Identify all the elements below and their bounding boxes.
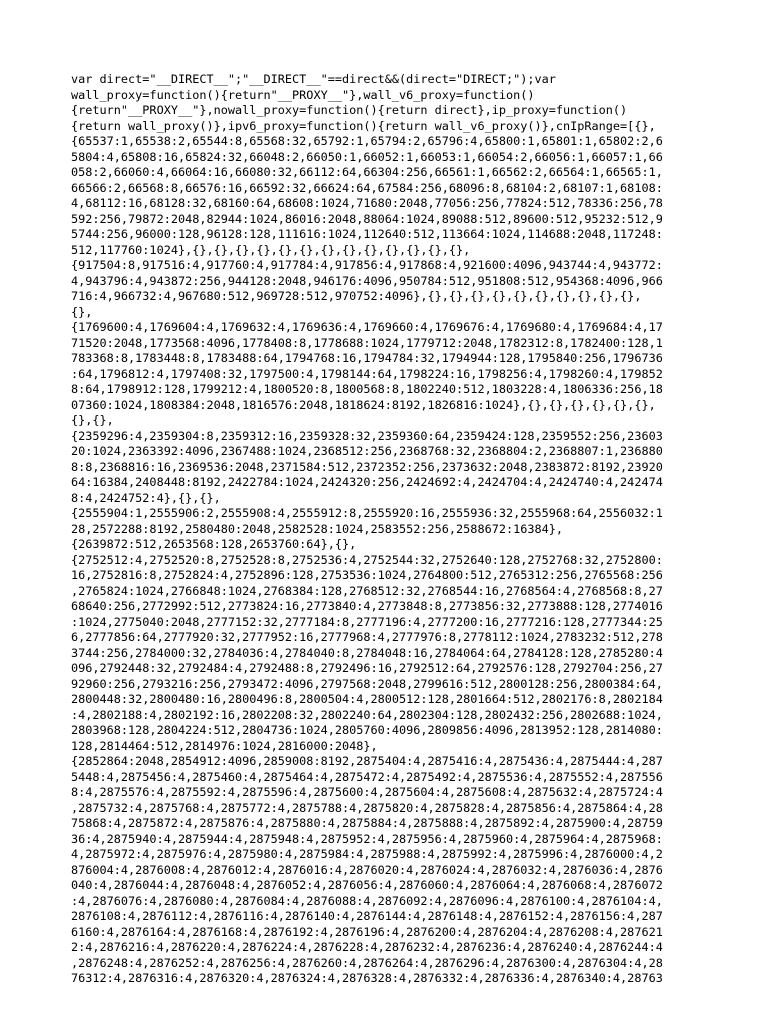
document-line: 8:64,1798912:128,1799212:4,1800520:8,1800568:8,1802240:512,1803228:4,1806336:256,18 <box>71 382 663 396</box>
document-line: wall_proxy=function(){return"__PROXY__"},wall_v6_proxy=function() <box>71 87 535 102</box>
document-line: 36:4,2875940:4,2875944:4,2875948:4,2875952:4,2875956:4,2875960:4,2875964:4,2875968: <box>71 831 663 846</box>
document-line: {2555904:1,2555906:2,2555908:4,2555912:8,2555920:16,2555936:32,2555968:64,2556032:1 <box>71 506 663 520</box>
document-text <box>71 72 727 987</box>
document-line: 4,943796:4,943872:256,944128:2048,946176:4096,950784:512,951808:512,954368:4096,966 <box>71 273 663 288</box>
document-line: 3744:256,2784000:32,2784036:4,2784040:8,2784048:16,2784064:64,2784128:128,2785280:4 <box>71 645 663 660</box>
document-line: 592:256,79872:2048,82944:1024,86016:2048,88064:1024,89088:512,89600:512,95232:512,9 <box>71 211 663 226</box>
document-line: :4,2876076:4,2876080:4,2876084:4,2876088:4,2876092:4,2876096:4,2876100:4,2876104:4, <box>71 893 663 908</box>
document-line: 64:16384,2408448:8192,2422784:1024,2424320:256,2424692:4,2424704:4,2424740:4,242474 <box>71 475 663 489</box>
document-line: {return"__PROXY__"},nowall_proxy=function(){return direct},ip_proxy=function() <box>71 103 628 117</box>
document-line: ,2765824:1024,2766848:1024,2768384:128,2768512:32,2768544:16,2768564:4,2768568:8,27 <box>71 583 663 598</box>
document-line: 783368:8,1783448:8,1783488:64,1794768:16,1794784:32,1794944:128,1795840:256,1796736 <box>71 351 663 365</box>
document-line: ,2875732:4,2875768:4,2875772:4,2875788:4,2875820:4,2875828:4,2875856:4,2875864:4,28 <box>71 800 663 815</box>
document-line: 8:4,2424752:4},{},{}, <box>71 490 221 505</box>
document-line: {2359296:4,2359304:8,2359312:16,2359328:32,2359360:64,2359424:128,2359552:256,23603 <box>71 428 663 443</box>
document-line: 512,117760:1024},{},{},{},{},{},{},{},{},{},{},{},{},{}, <box>71 242 471 257</box>
document-line: 096,2792448:32,2792484:4,2792488:8,2792496:16,2792512:64,2792576:128,2792704:256,27 <box>71 661 663 675</box>
document-line: :1024,2775040:2048,2777152:32,2777184:8,2777196:4,2777200:16,2777216:128,2777344:25 <box>71 614 663 629</box>
document-line: {1769600:4,1769604:4,1769632:4,1769636:4,1769660:4,1769676:4,1769680:4,1769684:4,17 <box>71 320 663 334</box>
document-line: 8:4,2875576:4,2875592:4,2875596:4,2875600:4,2875604:4,2875608:4,2875632:4,2875724:4 <box>71 785 663 799</box>
document-line: {65537:1,65538:2,65544:8,65568:32,65792:1,65794:2,65796:4,65800:1,65801:1,65802:2,6 <box>71 134 663 148</box>
document-line: :64,1796812:4,1797408:32,1797500:4,1798144:64,1798224:16,1798256:4,1798260:4,179852 <box>71 366 663 381</box>
document-line: 8:8,2368816:16,2369536:2048,2371584:512,2372352:256,2373632:2048,2383872:8192,23920 <box>71 459 663 474</box>
document-line: 6160:4,2876164:4,2876168:4,2876192:4,2876196:4,2876200:4,2876204:4,2876208:4,287621 <box>71 924 663 939</box>
document-line: 07360:1024,1808384:2048,1816576:2048,1818624:8192,1826816:1024},{},{},{},{},{},{}, <box>71 397 656 412</box>
document-line: {917504:8,917516:4,917760:4,917784:4,917856:4,917868:4,921600:4096,943744:4,943772: <box>71 258 663 272</box>
document-line: {}, <box>71 304 93 319</box>
document-line: 28,2572288:8192,2580480:2048,2582528:1024,2583552:256,2588672:16384}, <box>71 521 564 536</box>
document-line: 2800448:32,2800480:16,2800496:8,2800504:4,2800512:128,2801664:512,2802176:8,2802184 <box>71 692 663 706</box>
document-line: 5744:256,96000:128,96128:128,111616:1024,112640:512,113664:1024,114688:2048,117248: <box>71 227 663 241</box>
document-line: 716:4,966732:4,967680:512,969728:512,970752:4096},{},{},{},{},{},{},{},{},{},{}, <box>71 289 642 303</box>
document-line: {},{}, <box>71 413 114 427</box>
document-line: 6,2777856:64,2777920:32,2777952:16,2777968:4,2777976:8,2778112:1024,2783232:512,278 <box>71 630 663 644</box>
document-line: 4,2875972:4,2875976:4,2875980:4,2875984:4,2875988:4,2875992:4,2875996:4,2876000:4,2 <box>71 847 663 861</box>
document-line: 16,2752816:8,2752824:4,2752896:128,2753536:1024,2764800:512,2765312:256,2765568:256 <box>71 568 663 582</box>
document-line: 2876108:4,2876112:4,2876116:4,2876140:4,2876144:4,2876148:4,2876152:4,2876156:4,287 <box>71 909 663 923</box>
document-line: 5448:4,2875456:4,2875460:4,2875464:4,2875472:4,2875492:4,2875536:4,2875552:4,287556 <box>71 769 663 784</box>
document-line: 2803968:128,2804224:512,2804736:1024,2805760:4096,2809856:4096,2813952:128,2814080: <box>71 723 663 737</box>
document-line: var direct="__DIRECT__";"__DIRECT__"==direct&&(direct="DIRECT;");var <box>71 72 556 86</box>
document-line: {2752512:4,2752520:8,2752528:8,2752536:4,2752544:32,2752640:128,2752768:32,2752800: <box>71 552 663 567</box>
document-line: :4,2802188:4,2802192:16,2802208:32,2802240:64,2802304:128,2802432:256,2802688:1024, <box>71 707 663 722</box>
document-line: 68640:256,2772992:512,2773824:16,2773840:4,2773848:8,2773856:32,2773888:128,2774016 <box>71 599 663 613</box>
document-line: 71520:2048,1773568:4096,1778408:8,1778688:1024,1779712:2048,1782312:8,1782400:128,1 <box>71 335 663 350</box>
document-line: 66566:2,66568:8,66576:16,66592:32,66624:64,67584:256,68096:8,68104:2,68107:1,68108: <box>71 180 663 195</box>
document-line: ,2876248:4,2876252:4,2876256:4,2876260:4,2876264:4,2876296:4,2876300:4,2876304:4,28 <box>71 955 663 970</box>
document-line: 058:2,66060:4,66064:16,66080:32,66112:64,66304:256,66561:1,66562:2,66564:1,66565:1, <box>71 165 663 179</box>
document-line: 4,68112:16,68128:32,68160:64,68608:1024,71680:2048,77056:256,77824:512,78336:256,78 <box>71 196 663 210</box>
document-line: 040:4,2876044:4,2876048:4,2876052:4,2876056:4,2876060:4,2876064:4,2876068:4,2876072 <box>71 878 663 892</box>
document-line: 76312:4,2876316:4,2876320:4,2876324:4,2876328:4,2876332:4,2876336:4,2876340:4,28763 <box>71 971 663 985</box>
document-line: {2852864:2048,2854912:4096,2859008:8192,2875404:4,2875416:4,2875436:4,2875444:4,287 <box>71 754 663 768</box>
document-line: 128,2814464:512,2814976:1024,2816000:2048}, <box>71 738 378 753</box>
document-line: 876004:4,2876008:4,2876012:4,2876016:4,2876020:4,2876024:4,2876032:4,2876036:4,2876 <box>71 862 663 877</box>
document-line: {2639872:512,2653568:128,2653760:64},{}, <box>71 537 357 551</box>
document-line: 75868:4,2875872:4,2875876:4,2875880:4,2875884:4,2875888:4,2875892:4,2875900:4,28759 <box>71 816 663 830</box>
document-line: {return wall_proxy()},ipv6_proxy=function(){return wall_v6_proxy()},cnIpRange=[{}, <box>71 118 656 133</box>
document-line: 2:4,2876216:4,2876220:4,2876224:4,2876228:4,2876232:4,2876236:4,2876240:4,2876244:4 <box>71 940 663 954</box>
document-line: 20:1024,2363392:4096,2367488:1024,2368512:256,2368768:32,2368804:2,2368807:1,236880 <box>71 444 663 458</box>
document-line: 92960:256,2793216:256,2793472:4096,2797568:2048,2799616:512,2800128:256,2800384:64, <box>71 676 663 691</box>
document-line: 5804:4,65808:16,65824:32,66048:2,66050:1,66052:1,66053:1,66054:2,66056:1,66057:1,66 <box>71 149 663 164</box>
